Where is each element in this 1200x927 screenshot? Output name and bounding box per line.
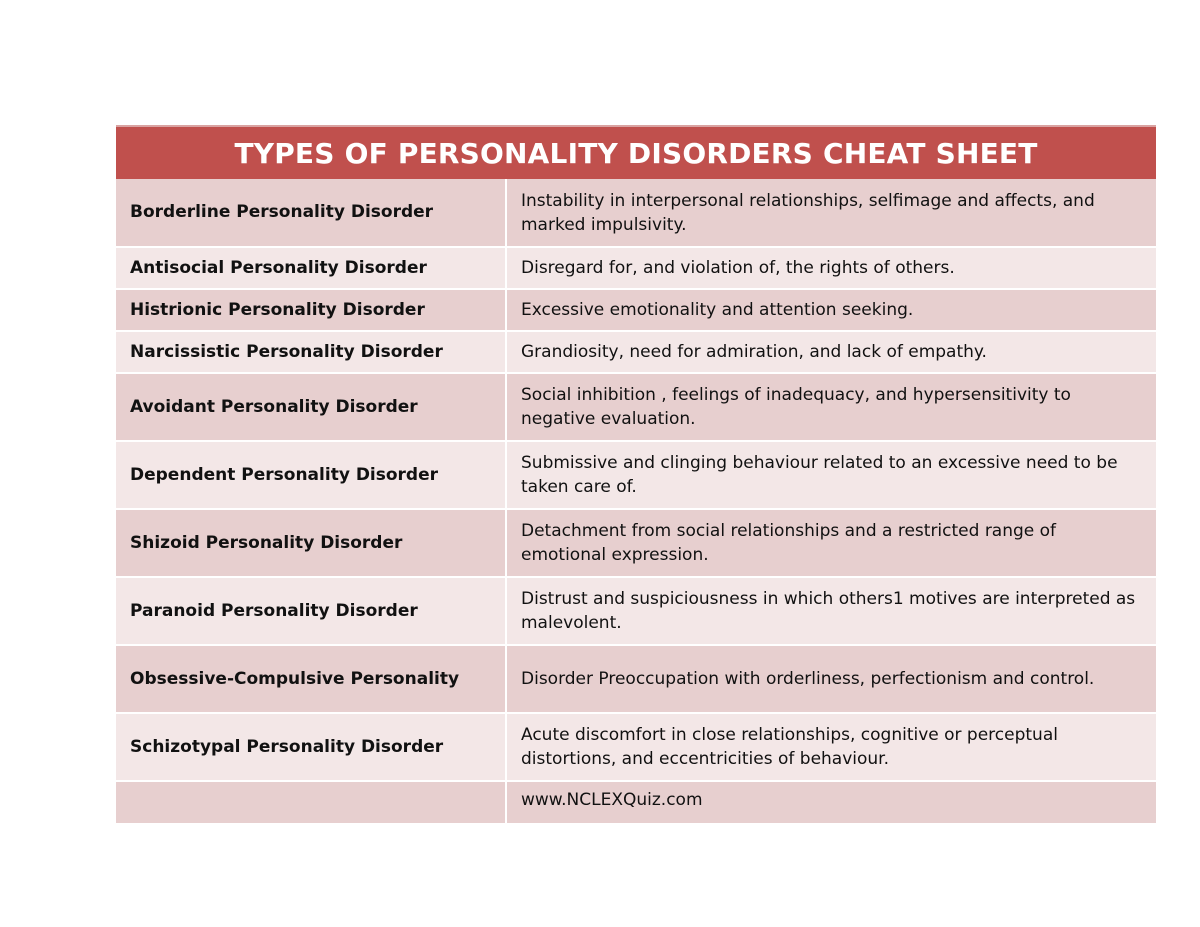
disorder-name: Dependent Personality Disorder [116,441,506,509]
table-row [116,441,1156,509]
table-row [116,179,1156,247]
disorder-name: Narcissistic Personality Disorder [116,331,506,373]
disorder-name: Paranoid Personality Disorder [116,577,506,645]
title-bar [116,125,1156,179]
disorder-name: Avoidant Personality Disorder [116,373,506,441]
disorder-description: Excessive emotionality and attention seeking. [506,289,1156,331]
disorder-name: Shizoid Personality Disorder [116,509,506,577]
table-row [116,331,1156,373]
disorder-name: Schizotypal Personality Disorder [116,713,506,781]
disorders-table [116,179,1156,823]
disorder-description: Submissive and clinging behaviour related to an excessive need to be taken care of. [506,441,1156,509]
disorder-description: Disorder Preoccupation with orderliness, perfectionism and control. [506,645,1156,713]
disorder-description: Detachment from social relationships and a restricted range of emotional expression. [506,509,1156,577]
disorder-name: Borderline Personality Disorder [116,179,506,247]
disorder-description: Grandiosity, need for admiration, and lack of empathy. [506,331,1156,373]
footer-row [116,781,1156,823]
table-row [116,645,1156,713]
cheat-sheet [116,125,1156,823]
disorder-description: Instability in interpersonal relationships, selfimage and affects, and marked impulsivity. [506,179,1156,247]
disorder-description: Distrust and suspiciousness in which others1 motives are interpreted as malevolent. [506,577,1156,645]
disorder-name: Antisocial Personality Disorder [116,247,506,289]
footer-url: www.NCLEXQuiz.com [506,781,1156,823]
disorder-name: Obsessive-Compulsive Personality [116,645,506,713]
table-row [116,289,1156,331]
table-row [116,577,1156,645]
disorder-description: Acute discomfort in close relationships, cognitive or perceptual distortions, and eccentricities of behaviour. [506,713,1156,781]
table-row [116,509,1156,577]
disorder-description: Disregard for, and violation of, the rights of others. [506,247,1156,289]
table-row [116,373,1156,441]
footer-spacer [116,781,506,823]
table-row [116,247,1156,289]
disorder-description: Social inhibition , feelings of inadequacy, and hypersensitivity to negative evaluation. [506,373,1156,441]
page-title: TYPES OF PERSONALITY DISORDERS CHEAT SHEET [234,136,1038,170]
disorder-name: Histrionic Personality Disorder [116,289,506,331]
table-row [116,713,1156,781]
